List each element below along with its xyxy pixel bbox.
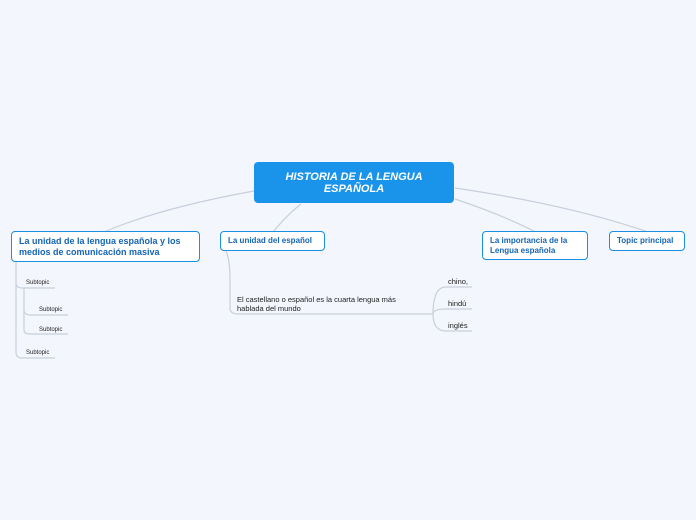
language-chino[interactable]: chino, <box>448 277 469 286</box>
subtopic-4[interactable]: Subtopic <box>26 350 50 356</box>
branch-topic-principal-label: Topic principal <box>617 236 674 245</box>
subtopic-1[interactable]: Subtopic <box>26 280 50 286</box>
branch-importancia[interactable] <box>482 231 588 260</box>
branch-importancia-label: La importancia de la Lengua española <box>490 235 568 255</box>
subtopic-3[interactable]: Subtopic <box>39 327 63 333</box>
language-hindu[interactable]: hindú <box>448 299 467 308</box>
branch-unidad-espanol[interactable] <box>220 231 325 251</box>
subtopic-2[interactable]: Subtopic <box>39 307 63 313</box>
language-ingles[interactable]: inglés <box>448 321 468 330</box>
root-topic-label: HISTORIA DE LA LENGUA ESPAÑOLA <box>285 170 423 195</box>
root-topic[interactable] <box>254 162 454 203</box>
castellano-topic[interactable]: El castellano o español es la cuarta lengua más hablada del mundo <box>237 295 396 313</box>
branch-unidad-lengua[interactable] <box>11 231 200 262</box>
branch-unidad-lengua-label: La unidad de la lengua española y los medios de comunicación masiva <box>19 235 181 257</box>
branch-topic-principal[interactable] <box>609 231 685 251</box>
branch-unidad-espanol-label: La unidad del español <box>228 236 313 245</box>
